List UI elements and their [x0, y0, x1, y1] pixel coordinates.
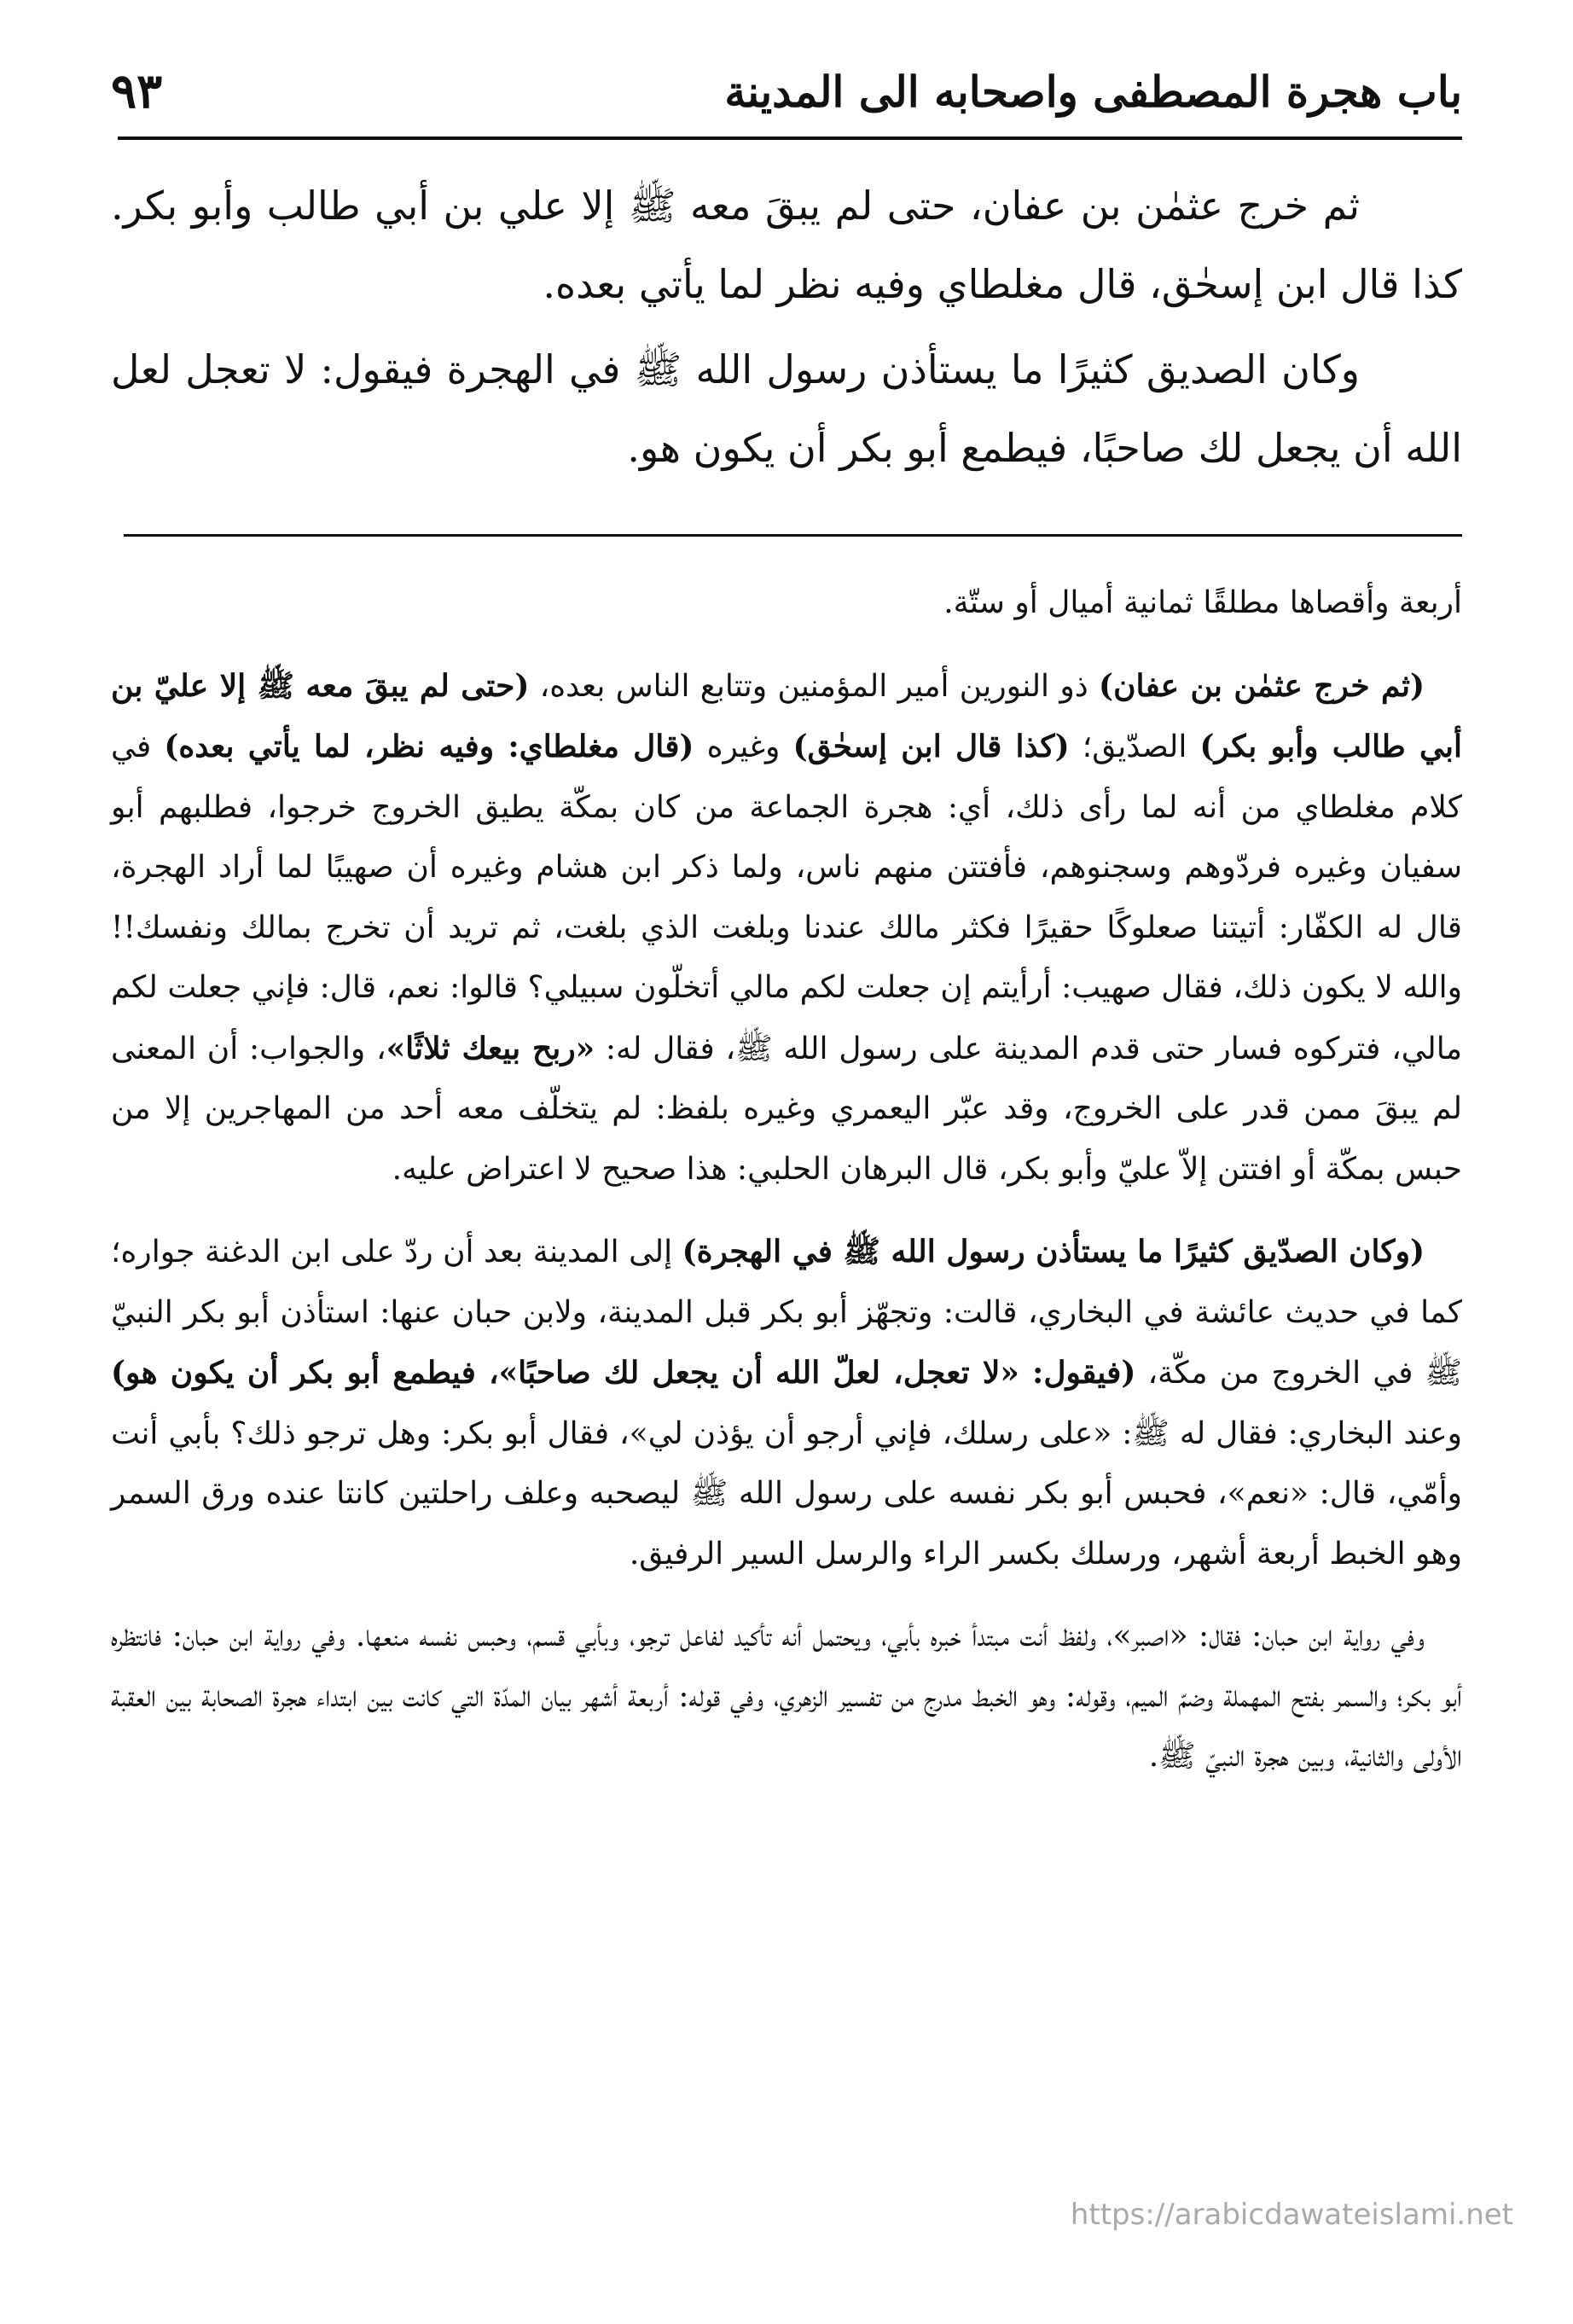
quoted-text: (ثم خرج عثمٰن بن عفان): [1099, 667, 1425, 704]
commentary-paragraph-1: [111, 656, 1462, 1200]
quoted-text: (فيقول: «لا تعجل، لعلّ الله أن يجعل لك صاحبًا»، فيطمع أبو بكر أن يكون هو): [111, 1355, 1136, 1391]
commentary-text: وغيره: [694, 729, 793, 764]
commentary-text: إلى المدينة بعد أن ردّ على ابن الدغنة جواره؛ كما في حديث عائشة في البخاري، قالت: وتجهّز أبو بكر قبل المدينة، ولابن حبان عنها: استأذن أبو بكر النبيّ ﷺ في الخروج من مكّة،: [111, 1235, 1462, 1391]
commentary-text: وعند البخاري: فقال له ﷺ: «على رسلك، فإني أرجو أن يؤذن لي»، فقال أبو بكر: وهل ترجو ذلك؟ بأبي أنت وأمّي، قال: «نعم»، فحبس أبو بكر نفسه على رسول الله ﷺ ليصحبه وعلف راحلتين كانتا عنده ورق السمر وهو الخبط أربعة أشهر، ورسلك بكسر الراء والرسل السير الرفيق.: [111, 1415, 1462, 1572]
page-header: [111, 60, 1462, 128]
hadith-quote: «ربح بيعك ثلاثًا»: [386, 1030, 595, 1066]
quoted-text: (حتى لم يبقَ معه ﷺ إلا عليّ بن أبي طالب وأبو بكر): [111, 667, 1462, 764]
commentary-text: ، والجواب: أن المعنى لم يبقَ ممن قدر على الخروج، وقد عبّر اليعمري وغيره بلفظ: لم يتخلّف معه أحد من المهاجرين إلا من حبس بمكّة أو افتتن إلاّ عليّ وأبو بكر، قال البرهان الحلبي: هذا صحيح لا اعتراض عليه.: [111, 1031, 1462, 1187]
header-divider: [118, 137, 1462, 140]
commentary-text: في كلام مغلطاي من أنه لما رأى ذلك، أي: هجرة الجماعة من كان بمكّة يطيق الخروج خرجوا، فطلبهم أبو سفيان وغيره فردّوهم وسجنوهم، فأفتتن منهم ناس، ولما ذكر ابن هشام وغيره أن صهيبًا لما أراد الهجرة، قال له الكفّار: أتيتنا صعلوكًا حقيرًا فكثر مالك عندنا وبلغت الذي بلغت، ثم تريد أن تخرج بمالك ونفسك!! والله لا يكون ذلك، فقال صهيب: أرأيتم إن جعلت لكم مالي أتخلّون سبيلي؟ قالوا: نعم، قال: فإني جعلت لكم مالي، فتركوه فسار حتى قدم المدينة على رسول الله ﷺ، فقال له:: [111, 729, 1462, 1066]
chapter-title: باب هجرة المصطفى واصحابه الى المدينة: [724, 67, 1462, 117]
main-text-paragraph-1: ثم خرج عثمٰن بن عفان، حتى لم يبقَ معه ﷺ إلا علي بن أبي طالب وأبو بكر. كذا قال ابن إسحٰق، قال مغلطاي وفيه نظر لما يأتي بعده.: [111, 183, 1462, 307]
page-number: ٩٣: [111, 63, 163, 119]
commentary-paragraph-2: [111, 1222, 1462, 1584]
quoted-text: (وكان الصدّيق كثيرًا ما يستأذن رسول الله ﷺ في الهجرة): [682, 1234, 1425, 1269]
quoted-text: (كذا قال ابن إسحٰق): [792, 729, 1070, 764]
commentary-divider: [124, 534, 1462, 537]
commentary-text: الصدّيق؛: [1069, 729, 1200, 764]
source-watermark: https://arabicdawateislami.net: [1070, 2198, 1513, 2232]
commentary-paragraph-0: أربعة وأقصاها مطلقًا ثمانية أميال أو ستّة.: [943, 585, 1462, 620]
main-text-paragraph-2: وكان الصديق كثيرًا ما يستأذن رسول الله ﷺ في الهجرة فيقول: لا تعجل لعل الله أن يجعل لك صاحبًا، فيطمع أبو بكر أن يكون هو.: [111, 346, 1462, 471]
commentary-text: ذو النورين أمير المؤمنين وتتابع الناس بعده،: [529, 668, 1100, 704]
quoted-text: (قال مغلطاي: وفيه نظر، لما يأتي بعده): [164, 729, 694, 764]
main-text: [111, 166, 1462, 494]
commentary-paragraph-3: وفي رواية ابن حبان: فقال: «اصبر»، ولفظ أنت مبتدأ خبره بأبي، ويحتمل أنه تأكيد لفاعل ترجو، وبأبي قسم، وحبس نفسه منعها. وفي رواية ابن حبان: فانتظره أبو بكر؛ والسمر بفتح المهملة وضمّ الميم، وقوله: وهو الخبط مدرج من تفسير الزهري، وفي قوله: أربعة أشهر بيان المدّة التي كانت بين ابتداء هجرة الصحابة بين العقبة الأولى والثانية، وبين هجرة النبيّ ﷺ.: [111, 1618, 1462, 1774]
commentary: [111, 573, 1462, 1810]
